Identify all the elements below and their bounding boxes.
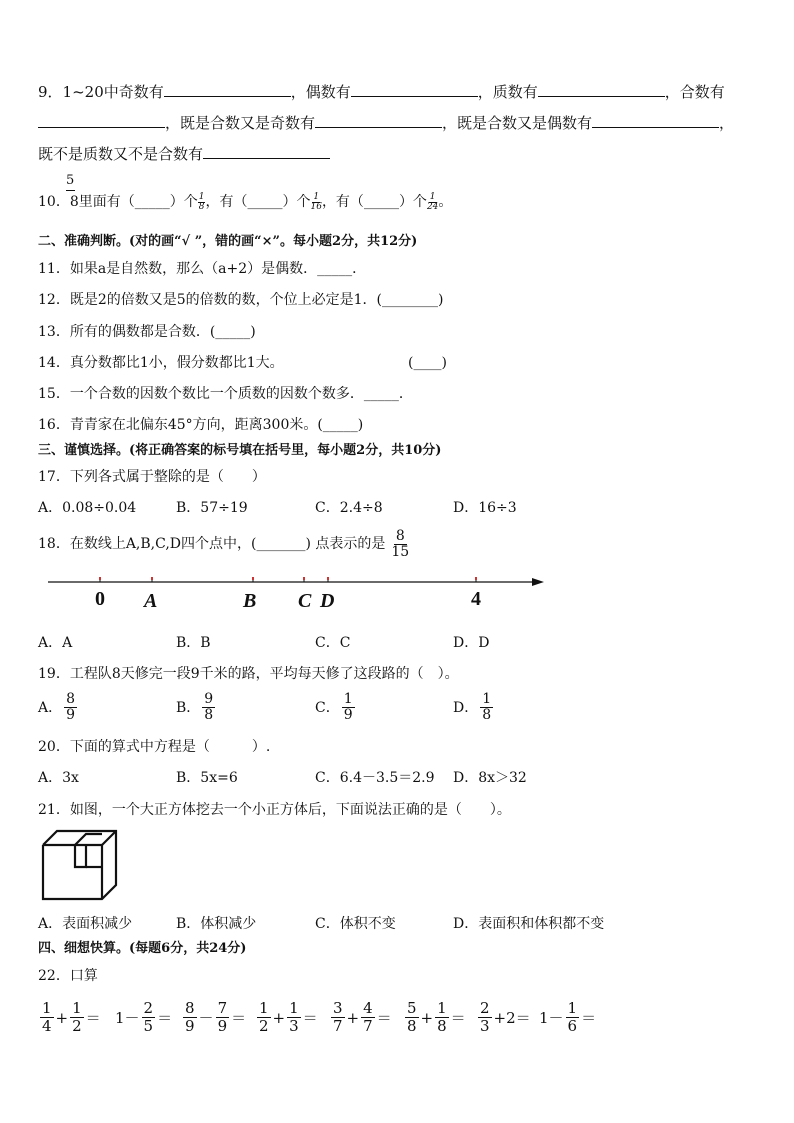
q10-fraction-bar <box>66 190 75 191</box>
option-a[interactable]: A． $\frac{8}{9}$ <box>38 691 76 723</box>
q9-text-neither: 既不是质数又不是合数有 <box>38 145 204 163</box>
number-line-label-b: B <box>243 590 257 612</box>
q10-text: ）个 <box>282 194 311 210</box>
answer-blank[interactable] <box>38 113 165 128</box>
option-c[interactable]: C．2.4÷8 <box>315 500 383 516</box>
answer-blank[interactable]: _____ <box>363 194 399 210</box>
option-b[interactable]: B．体积减少 <box>176 916 257 932</box>
option-b[interactable]: B．B <box>176 635 211 651</box>
answer-blank[interactable]: _____ <box>134 194 170 210</box>
fraction: $\frac{8}{9}$ <box>66 691 76 723</box>
question-18 <box>38 524 413 564</box>
mental-calc-item: $\frac{2}{3}$ +2＝ <box>480 999 531 1035</box>
question-13: 13．所有的偶数都是合数．(_____) <box>38 324 256 340</box>
arrow-icon <box>532 578 544 586</box>
answer-blank[interactable] <box>203 144 330 159</box>
option-b[interactable]: B． $\frac{9}{8}$ <box>176 691 214 723</box>
number-line-label-d: D <box>320 590 335 612</box>
answer-blank[interactable] <box>538 82 665 97</box>
answer-blank[interactable] <box>592 113 719 128</box>
mental-calc-item: $\frac{1}{4}$ + $\frac{1}{2}$ ＝ <box>42 999 101 1035</box>
question-9-line-2 <box>38 113 734 133</box>
q14-text: 14．真分数都比1小，假分数都比1大。 <box>38 355 284 371</box>
section-heading-calculation: 四、细想快算。(每题6分，共24分) <box>38 941 247 956</box>
mental-calc-item: $\frac{1}{2}$ + $\frac{1}{3}$ ＝ <box>259 999 318 1035</box>
option-a[interactable]: A．A <box>38 635 73 651</box>
cube-with-corner-removed-figure <box>40 828 120 902</box>
question-21: 21．如图，一个大正方体挖去一个小正方体后，下面说法正确的是（ ）。 <box>38 802 511 818</box>
q10-text: ，有（ <box>205 194 248 210</box>
q9-text-composite: ，合数有 <box>664 83 725 101</box>
question-16: 16．青青家在北偏东45°方向，距离300米。(_____) <box>38 417 364 433</box>
question-number: 9． <box>38 83 63 101</box>
q10-text: 。 <box>438 194 453 210</box>
option-a[interactable]: A．0.08÷0.04 <box>38 500 137 516</box>
q10-text: ，有（ <box>321 194 364 210</box>
answer-blank[interactable]: _____ <box>247 194 283 210</box>
option-d[interactable]: D．16÷3 <box>453 500 517 516</box>
question-9-line-3 <box>38 144 330 164</box>
option-b[interactable]: B．5x=6 <box>176 770 238 786</box>
q9-text-even: ，偶数有 <box>290 83 351 101</box>
mental-calc-item: 1－ $\frac{2}{5}$ ＝ <box>115 999 173 1035</box>
question-17: 17．下列各式属于整除的是（ ） <box>38 469 266 485</box>
section-heading-judgement: 二、准确判断。(对的画“√ ”，错的画“×”。每小题2分，共12分) <box>38 234 418 249</box>
q9-text-odd: 1~20中奇数有 <box>62 83 164 101</box>
option-c[interactable]: C．体积不变 <box>315 916 396 932</box>
question-19: 19．工程队8天修完一段9千米的路，平均每天修了这段路的（ ）。 <box>38 666 459 682</box>
option-d[interactable]: D． $\frac{1}{8}$ <box>453 691 492 723</box>
answer-blank[interactable] <box>315 113 442 128</box>
fraction: $\frac{9}{8}$ <box>204 691 214 723</box>
fraction: $\frac{1}{16}$ <box>310 191 322 212</box>
option-a[interactable]: A．3x <box>38 770 79 786</box>
q9-comma: ， <box>719 114 735 132</box>
question-9-line-1 <box>38 82 725 102</box>
q10-text: ）个 <box>398 194 427 210</box>
number-line-label-4: 4 <box>471 588 481 610</box>
number-line-label-c: C <box>298 590 312 612</box>
mental-calc-item: 1－ $\frac{1}{6}$ ＝ <box>539 999 597 1035</box>
fraction: $\frac{1}{24}$ <box>426 191 439 212</box>
answer-blank[interactable] <box>351 82 478 97</box>
option-d[interactable]: D．8x＞32 <box>453 770 527 786</box>
option-a[interactable]: A．表面积减少 <box>38 916 133 932</box>
question-number: 10． <box>38 194 70 210</box>
option-d[interactable]: D．表面积和体积都不变 <box>453 916 605 932</box>
fraction: $\frac{8}{15}$ <box>391 527 410 560</box>
q9-text-composite-odd: ，既是合数又是奇数有 <box>165 114 316 132</box>
section-heading-choice: 三、谨慎选择。(将正确答案的标号填在括号里，每小题2分，共10分) <box>38 443 442 458</box>
mental-calc-item: $\frac{3}{7}$ + $\frac{4}{7}$ ＝ <box>333 999 392 1035</box>
question-22: 22．口算 <box>38 968 98 984</box>
answer-blank[interactable]: (____) <box>408 355 447 371</box>
question-14 <box>38 353 284 373</box>
q10-lead: 8里面有（ <box>69 194 135 210</box>
answer-blank[interactable] <box>164 82 291 97</box>
q10-fraction-numerator: 5 <box>66 173 75 188</box>
mental-calc-item: $\frac{8}{9}$ － $\frac{7}{9}$ ＝ <box>185 999 247 1035</box>
option-c[interactable]: C．C <box>315 635 351 651</box>
q9-text-prime: ，质数有 <box>477 83 538 101</box>
question-15: 15．一个合数的因数个数比一个质数的因数个数多．_____． <box>38 386 413 402</box>
option-c[interactable]: C．6.4－3.5＝2.9 <box>315 770 435 786</box>
option-c[interactable]: C． $\frac{1}{9}$ <box>315 691 353 723</box>
question-12: 12．既是2的倍数又是5的倍数的数，个位上必定是1．(________) <box>38 292 444 308</box>
option-b[interactable]: B．57÷19 <box>176 500 248 516</box>
fraction: $\frac{1}{9}$ <box>343 691 353 723</box>
question-11: 11．如果a是自然数，那么（a+2）是偶数．_____． <box>38 261 367 277</box>
question-20: 20．下面的算式中方程是（ ）. <box>38 739 271 755</box>
number-line-label-0: 0 <box>95 588 105 610</box>
q18-text: 18．在数线上A,B,C,D四个点中，(_______) 点表示的是 <box>38 536 386 552</box>
number-line-label-a: A <box>144 590 158 612</box>
option-d[interactable]: D．D <box>453 635 490 651</box>
q9-text-composite-even: ，既是合数又是偶数有 <box>442 114 593 132</box>
question-10 <box>38 192 452 212</box>
mental-calc-item: $\frac{5}{8}$ + $\frac{1}{8}$ ＝ <box>407 999 466 1035</box>
fraction: $\frac{1}{8}$ <box>482 691 492 723</box>
fraction: $\frac{1}{8}$ <box>198 191 205 212</box>
q10-text: ）个 <box>169 194 198 210</box>
